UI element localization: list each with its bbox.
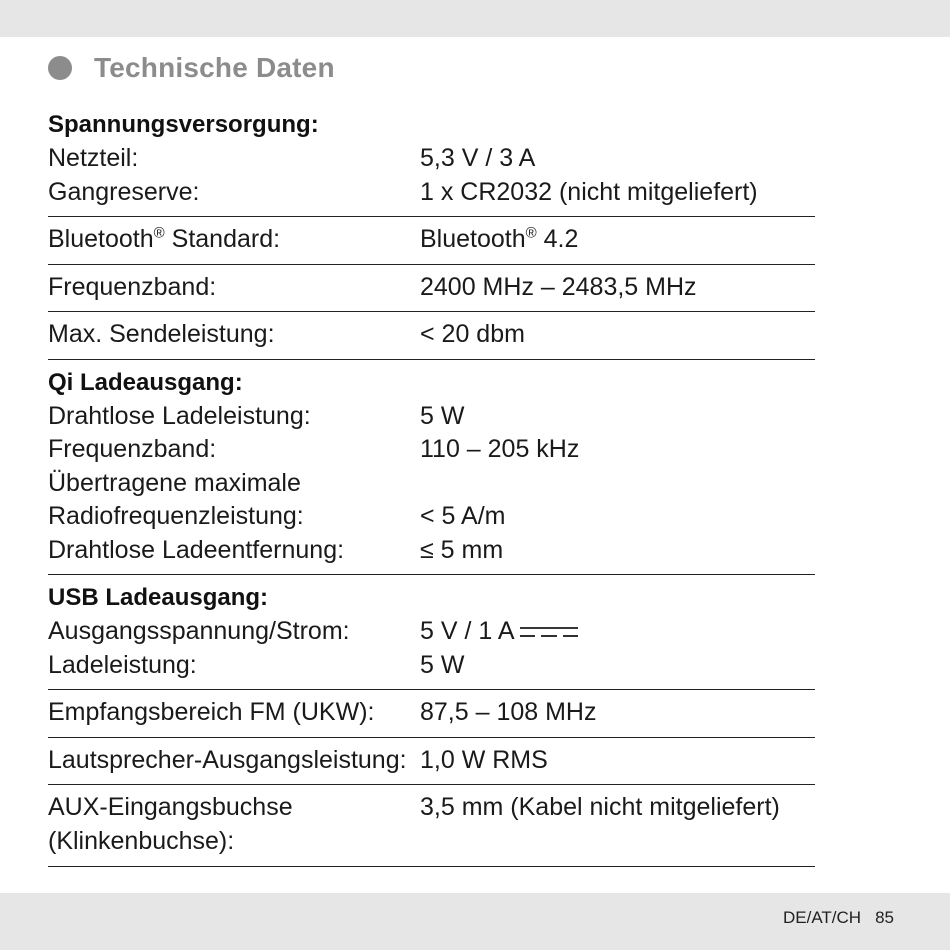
spec-label: AUX-Eingangsbuchse xyxy=(48,793,293,821)
bullet-icon xyxy=(48,56,72,80)
fm-block xyxy=(48,696,815,738)
spec-label: (Klinkenbuchse): xyxy=(48,826,235,855)
spec-label: Gangreserve: xyxy=(48,177,200,206)
qi-block xyxy=(48,366,815,576)
top-band xyxy=(0,0,950,37)
spec-table xyxy=(48,108,815,867)
sendeleistung-block xyxy=(48,318,815,360)
usb-title: USB Ladeausgang: xyxy=(48,584,269,611)
spec-value: 3,5 mm (Kabel nicht mitgeliefert) xyxy=(420,793,780,821)
spec-label: Übertragene maximale xyxy=(48,468,301,497)
page-title: Technische Daten xyxy=(94,52,335,83)
spec-label: Empfangsbereich FM (UKW): xyxy=(48,698,375,726)
spec-value: 2400 MHz – 2483,5 MHz xyxy=(420,272,697,301)
bluetooth-block xyxy=(48,223,815,265)
spec-label: Ladeleistung: xyxy=(48,650,197,679)
spec-row xyxy=(48,433,815,467)
spec-row xyxy=(48,615,815,649)
spec-row xyxy=(48,825,815,859)
spec-value: < 20 dbm xyxy=(420,320,525,348)
spec-value: 5 W xyxy=(420,650,465,679)
spec-row xyxy=(48,318,815,352)
spec-label: Lautsprecher-Ausgangsleistung: xyxy=(48,745,407,774)
spec-row xyxy=(48,223,815,257)
section-heading xyxy=(48,52,335,84)
spec-value: 5 W xyxy=(420,401,465,430)
page-footer xyxy=(783,908,894,928)
aux-block xyxy=(48,791,815,867)
spec-value: 1,0 W RMS xyxy=(420,745,548,774)
spec-label: Ausgangsspannung/Strom: xyxy=(48,617,350,645)
spec-row xyxy=(48,142,815,176)
spannung-title: Spannungsversorgung: xyxy=(48,111,319,138)
spec-value: 5,3 V / 3 A xyxy=(420,144,536,172)
spec-label: Netzteil: xyxy=(48,144,139,172)
spec-row xyxy=(48,500,815,534)
spec-row xyxy=(48,649,815,683)
spec-row xyxy=(48,176,815,210)
spec-label: Max. Sendeleistung: xyxy=(48,320,275,348)
spec-value: 1 x CR2032 (nicht mitgeliefert) xyxy=(420,177,758,206)
spannung-block xyxy=(48,108,815,217)
spec-row xyxy=(48,400,815,434)
lautsprecher-block xyxy=(48,744,815,786)
spec-label: Radiofrequenzleistung: xyxy=(48,502,304,530)
spec-value: 87,5 – 108 MHz xyxy=(420,698,597,726)
spec-value: 5 V / 1 A xyxy=(420,615,815,649)
spec-row xyxy=(48,467,815,501)
spec-value: ≤ 5 mm xyxy=(420,535,504,564)
spec-row xyxy=(48,534,815,568)
spec-label: Frequenzband: xyxy=(48,435,217,463)
spec-value: 110 – 205 kHz xyxy=(420,435,580,463)
spec-label: Drahtlose Ladeentfernung: xyxy=(48,535,345,564)
spec-row xyxy=(48,791,815,825)
spec-label: Frequenzband: xyxy=(48,272,217,301)
spec-row xyxy=(48,271,815,305)
usb-block xyxy=(48,581,815,690)
spec-value: Bluetooth® 4.2 xyxy=(420,224,579,253)
footer-region: DE/AT/CH xyxy=(783,908,862,927)
spec-label: Drahtlose Ladeleistung: xyxy=(48,401,311,430)
spec-value: < 5 A/m xyxy=(420,502,506,530)
page-number: 85 xyxy=(875,908,894,927)
spec-row xyxy=(48,744,815,778)
qi-title: Qi Ladeausgang: xyxy=(48,368,243,396)
spec-row xyxy=(48,696,815,730)
dc-symbol-icon xyxy=(519,625,579,639)
spec-label: Bluetooth® Standard: xyxy=(48,224,281,253)
spec-value xyxy=(420,467,815,501)
frequenzband-block xyxy=(48,271,815,313)
